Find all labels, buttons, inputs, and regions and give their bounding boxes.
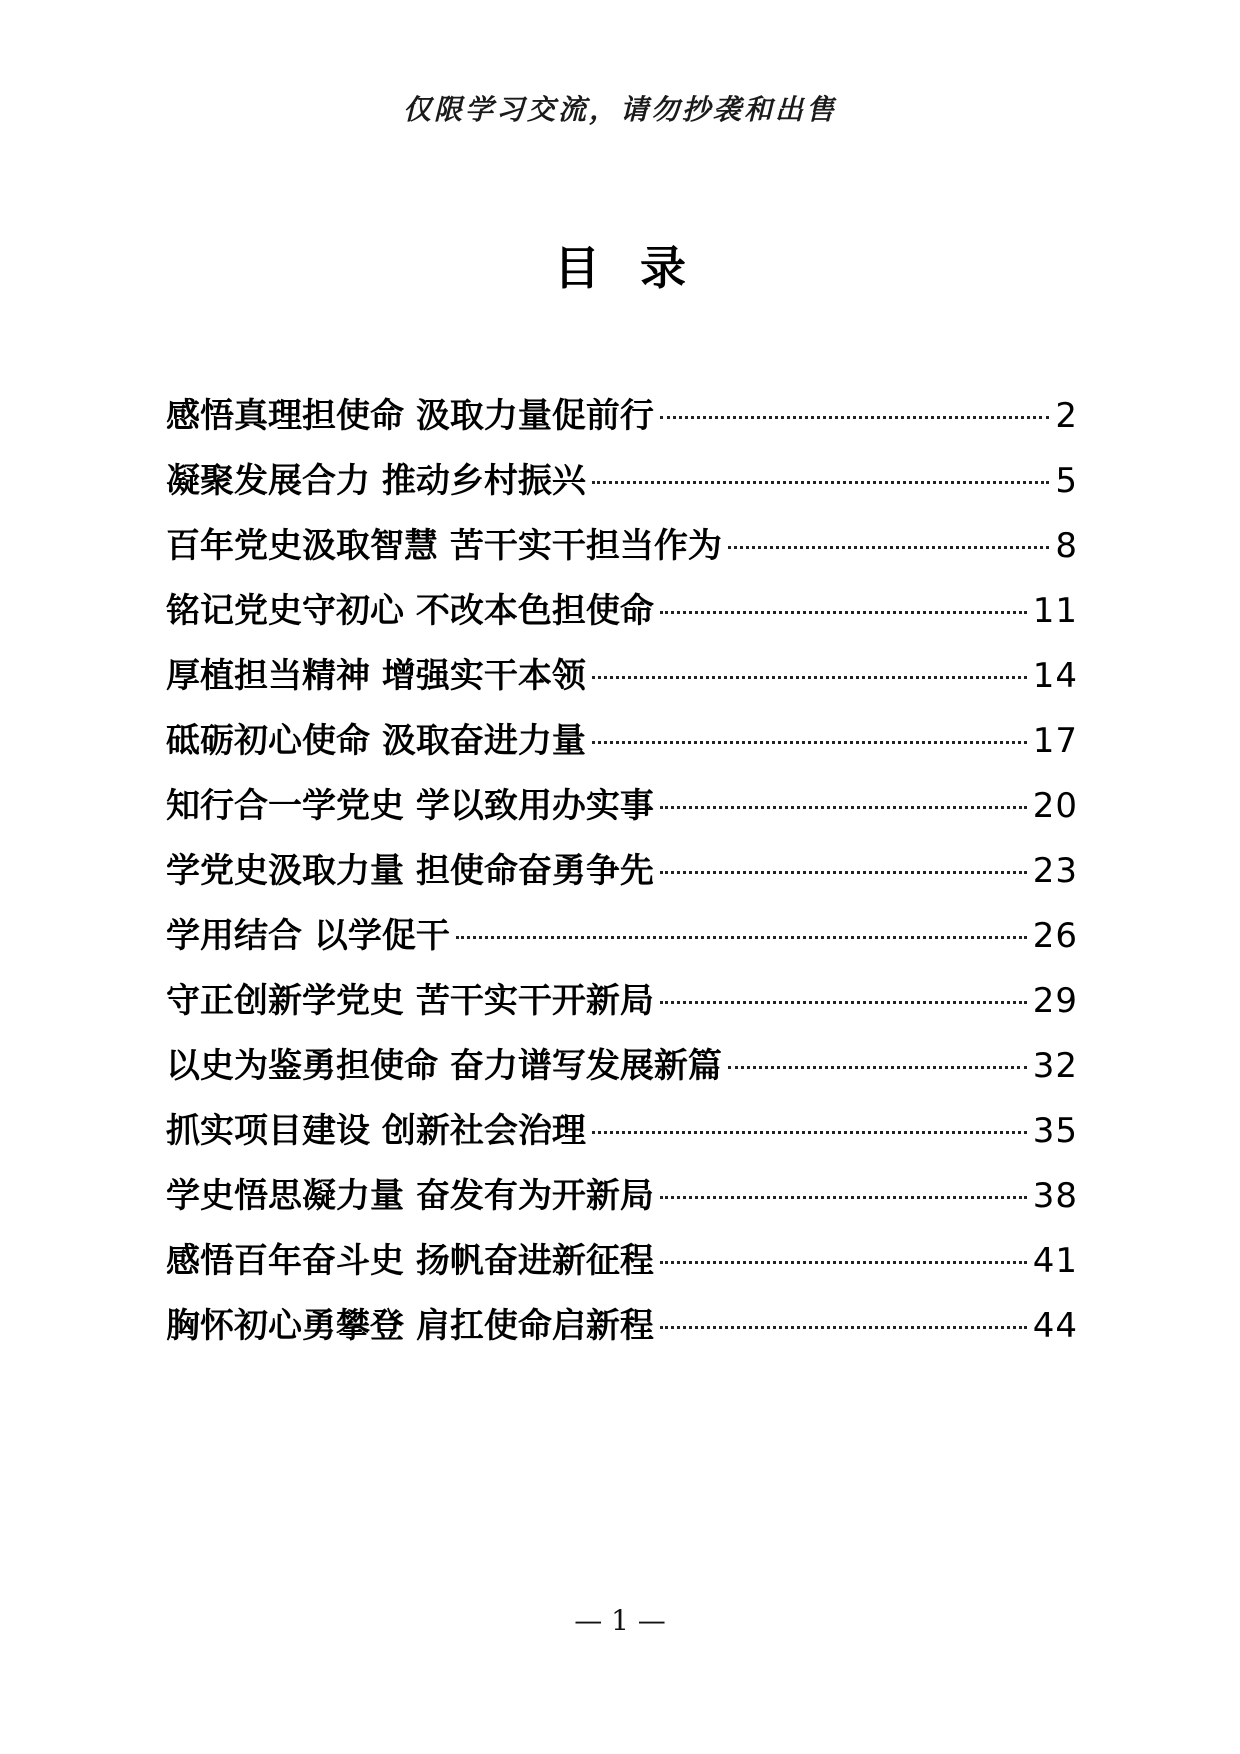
toc-entry[interactable]	[166, 973, 1078, 1038]
toc-entry[interactable]	[166, 1233, 1078, 1298]
toc-entry-page: 35	[1032, 1111, 1078, 1151]
dot-leader	[660, 1001, 1027, 1004]
toc-entry-page: 41	[1032, 1241, 1078, 1281]
toc-entry-title: 学党史汲取力量 担使命奋勇争先	[166, 851, 654, 891]
toc-entry-title: 砥砺初心使命 汲取奋进力量	[166, 721, 586, 761]
dot-leader	[660, 611, 1027, 614]
dot-leader	[660, 416, 1050, 419]
toc-entry-page: 29	[1032, 981, 1078, 1021]
toc-entry-page: 2	[1055, 396, 1078, 436]
toc-entry[interactable]	[166, 1298, 1078, 1363]
toc-entry-title: 百年党史汲取智慧 苦干实干担当作为	[166, 526, 722, 566]
toc-entry[interactable]	[166, 908, 1078, 973]
dot-leader	[592, 481, 1050, 484]
toc-entry-title: 胸怀初心勇攀登 肩扛使命启新程	[166, 1306, 654, 1346]
header-note: 仅限学习交流，请勿抄袭和出售	[402, 93, 837, 126]
toc-entry-title: 知行合一学党史 学以致用办实事	[166, 786, 654, 826]
page-title: 目录	[554, 241, 726, 295]
toc-entry-title: 铭记党史守初心 不改本色担使命	[166, 591, 654, 631]
toc-entry[interactable]	[166, 648, 1078, 713]
toc-entry-page: 23	[1032, 851, 1078, 891]
toc-entry-page: 17	[1032, 721, 1078, 761]
dot-leader	[660, 1261, 1027, 1264]
page-number: — 1 —	[574, 1604, 666, 1637]
toc-entry-title: 学用结合 以学促干	[166, 916, 450, 956]
dot-leader	[592, 1131, 1027, 1134]
toc-entry-page: 20	[1032, 786, 1078, 826]
toc-entry[interactable]	[166, 778, 1078, 843]
toc-entry-title: 厚植担当精神 增强实干本领	[166, 656, 586, 696]
dot-leader	[456, 936, 1027, 939]
dot-leader	[728, 1066, 1027, 1069]
dot-leader	[660, 1326, 1027, 1329]
toc-entry[interactable]	[166, 583, 1078, 648]
toc-entry-page: 38	[1032, 1176, 1078, 1216]
dot-leader	[660, 806, 1027, 809]
dot-leader	[660, 1196, 1027, 1199]
toc-entry[interactable]	[166, 1038, 1078, 1103]
toc-entry-page: 44	[1032, 1306, 1078, 1346]
toc-entry-page: 8	[1055, 526, 1078, 566]
toc-entry-page: 5	[1055, 461, 1078, 501]
toc-entry-page: 14	[1032, 656, 1078, 696]
toc-entry-title: 学史悟思凝力量 奋发有为开新局	[166, 1176, 654, 1216]
dot-leader	[592, 741, 1027, 744]
toc-entry-title: 守正创新学党史 苦干实干开新局	[166, 981, 654, 1021]
dot-leader	[660, 871, 1027, 874]
table-of-contents	[166, 388, 1078, 1363]
toc-entry-page: 11	[1032, 591, 1078, 631]
dot-leader	[592, 676, 1027, 679]
toc-entry[interactable]	[166, 453, 1078, 518]
toc-entry[interactable]	[166, 843, 1078, 908]
toc-entry[interactable]	[166, 518, 1078, 583]
toc-entry[interactable]	[166, 1103, 1078, 1168]
dot-leader	[728, 546, 1050, 549]
toc-entry-title: 感悟百年奋斗史 扬帆奋进新征程	[166, 1241, 654, 1281]
toc-entry-title: 抓实项目建设 创新社会治理	[166, 1111, 586, 1151]
toc-entry-title: 感悟真理担使命 汲取力量促前行	[166, 396, 654, 436]
toc-entry[interactable]	[166, 713, 1078, 778]
toc-entry[interactable]	[166, 1168, 1078, 1233]
toc-entry-title: 凝聚发展合力 推动乡村振兴	[166, 461, 586, 501]
toc-entry-title: 以史为鉴勇担使命 奋力谱写发展新篇	[166, 1046, 722, 1086]
toc-entry-page: 26	[1032, 916, 1078, 956]
toc-entry[interactable]	[166, 388, 1078, 453]
toc-entry-page: 32	[1032, 1046, 1078, 1086]
